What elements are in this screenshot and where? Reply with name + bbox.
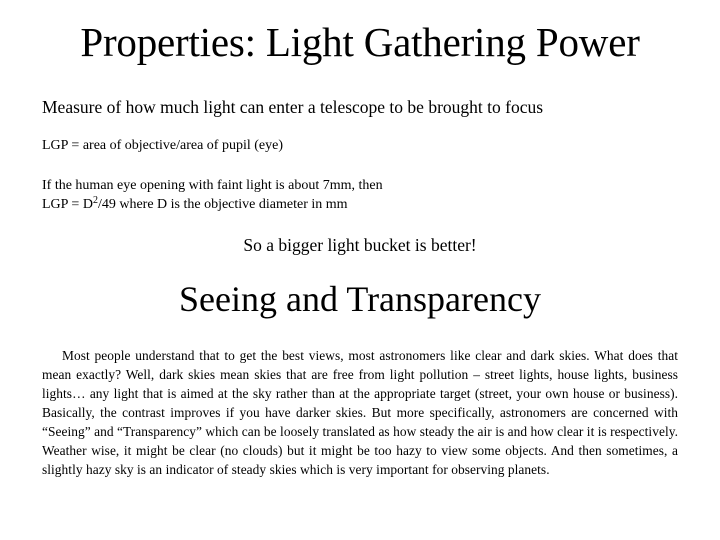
seeing-transparency-paragraph: Most people understand that to get the best views, most astronomers like clear and dark skies. What does that mean exactly? Well, dark skies mean skies that are free from light pollution – street lights, house lights, business lights… any light that is aimed at the sky rather than at the appropriate target (street, your own house or business). Basically, the contrast improves if you have darker skies. But more specifically, astronomers are concerned with “Seeing” and “Transparency” which can be loosely translated as how steady the air is and how clear it is respectively. Weather wise, it might be clear (no clouds) but it might be too hazy to view some objects. And then sometimes, a slightly hazy sky is an indicator of steady skies which is very important for observing planets. [42,348,678,477]
definition-subheading: Measure of how much light can enter a telescope to be brought to focus [42,97,544,117]
slide-title: Properties: Light Gathering Power [80,19,640,65]
eye-line-2-suffix: /49 where D is the objective diameter in mm [97,197,348,212]
eye-line-2-prefix: LGP = D [42,197,93,212]
lgp-formula: LGP = area of objective/area of pupil (eye) [42,138,283,153]
exponent: 2 [92,195,98,206]
conclusion-text: So a bigger light bucket is better! [243,235,477,255]
eye-line-2 [42,195,702,214]
eye-aperture-paragraph [42,176,702,214]
section-title: Seeing and Transparency [179,279,541,319]
eye-line-1: If the human eye opening with faint light is about 7mm, then [42,178,383,193]
